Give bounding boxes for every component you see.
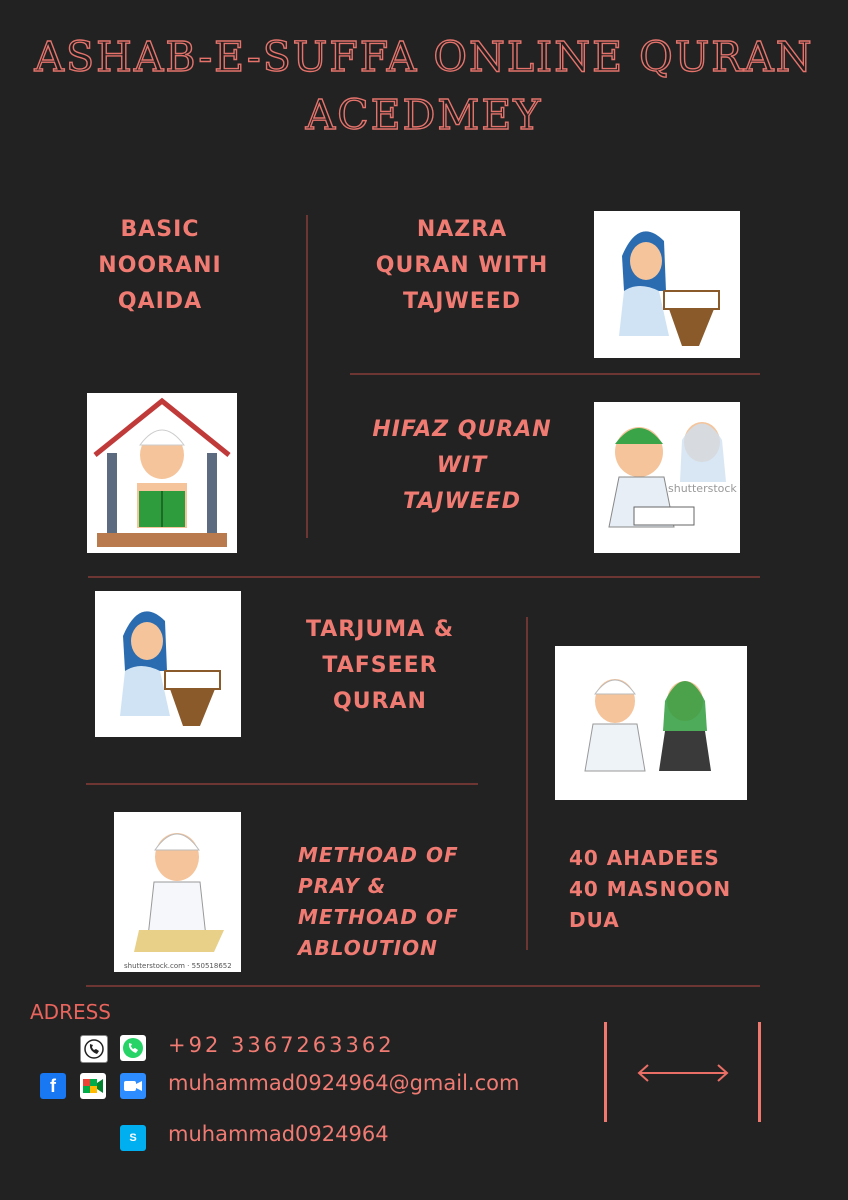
course-hifaz-quran: HIFAZ QURAN WIT TAJWEED bbox=[372, 417, 552, 514]
watermark-caption: shutterstock.com · 550518652 bbox=[124, 962, 232, 970]
course-nazra-quran: NAZRA QURAN WITH TAJWEED bbox=[375, 217, 549, 314]
divider-vertical-bottom bbox=[526, 617, 528, 950]
divider-horizontal-middle bbox=[88, 576, 760, 578]
double-arrow-icon bbox=[636, 1062, 730, 1084]
whatsapp-icon[interactable] bbox=[120, 1035, 146, 1061]
divider-horizontal-right bbox=[350, 373, 760, 375]
course-methoad-pray: METHOAD OF PRAY & METHOAD OF ABLOUTION bbox=[298, 843, 459, 960]
boy-praying-image bbox=[114, 812, 241, 972]
address-label: ADRESS bbox=[30, 1000, 112, 1024]
title-line-2: ACEDMEY bbox=[305, 91, 543, 139]
course-basic-qaida: BASIC NOORANI QAIDA bbox=[98, 217, 222, 314]
girl-reading-quran-image bbox=[594, 211, 740, 358]
divider-horizontal-lower bbox=[86, 783, 478, 785]
title-line-1: ASHAB-E-SUFFA ONLINE QURAN bbox=[34, 33, 814, 81]
girl-reading-quran-image-2 bbox=[95, 591, 241, 737]
course-40-ahadees: 40 AHADEES 40 MASNOON DUA bbox=[569, 846, 732, 932]
boy-reading-quran-house-image bbox=[87, 393, 237, 553]
google-meet-icon[interactable] bbox=[80, 1073, 106, 1099]
zoom-icon[interactable] bbox=[120, 1073, 146, 1099]
skype-icon[interactable]: S bbox=[120, 1125, 146, 1151]
page-title bbox=[0, 28, 848, 144]
decor-line-left bbox=[604, 1022, 607, 1122]
email-address[interactable]: muhammad0924964@gmail.com bbox=[168, 1071, 520, 1095]
children-praying-dua-image bbox=[555, 646, 747, 800]
skype-id[interactable]: muhammad0924964 bbox=[168, 1122, 389, 1146]
course-tarjuma-tafseer: TARJUMA & TAFSEER QURAN bbox=[305, 617, 455, 714]
divider-vertical-top bbox=[306, 215, 308, 538]
decor-line-right bbox=[758, 1022, 761, 1122]
facebook-icon[interactable]: f bbox=[40, 1073, 66, 1099]
phone-number[interactable]: +92 3367263362 bbox=[168, 1033, 395, 1057]
watermark-text: shutterstock bbox=[668, 482, 737, 495]
divider-horizontal-footer bbox=[86, 985, 760, 987]
two-children-reading-image bbox=[594, 402, 740, 553]
phone-icon[interactable] bbox=[80, 1035, 108, 1063]
